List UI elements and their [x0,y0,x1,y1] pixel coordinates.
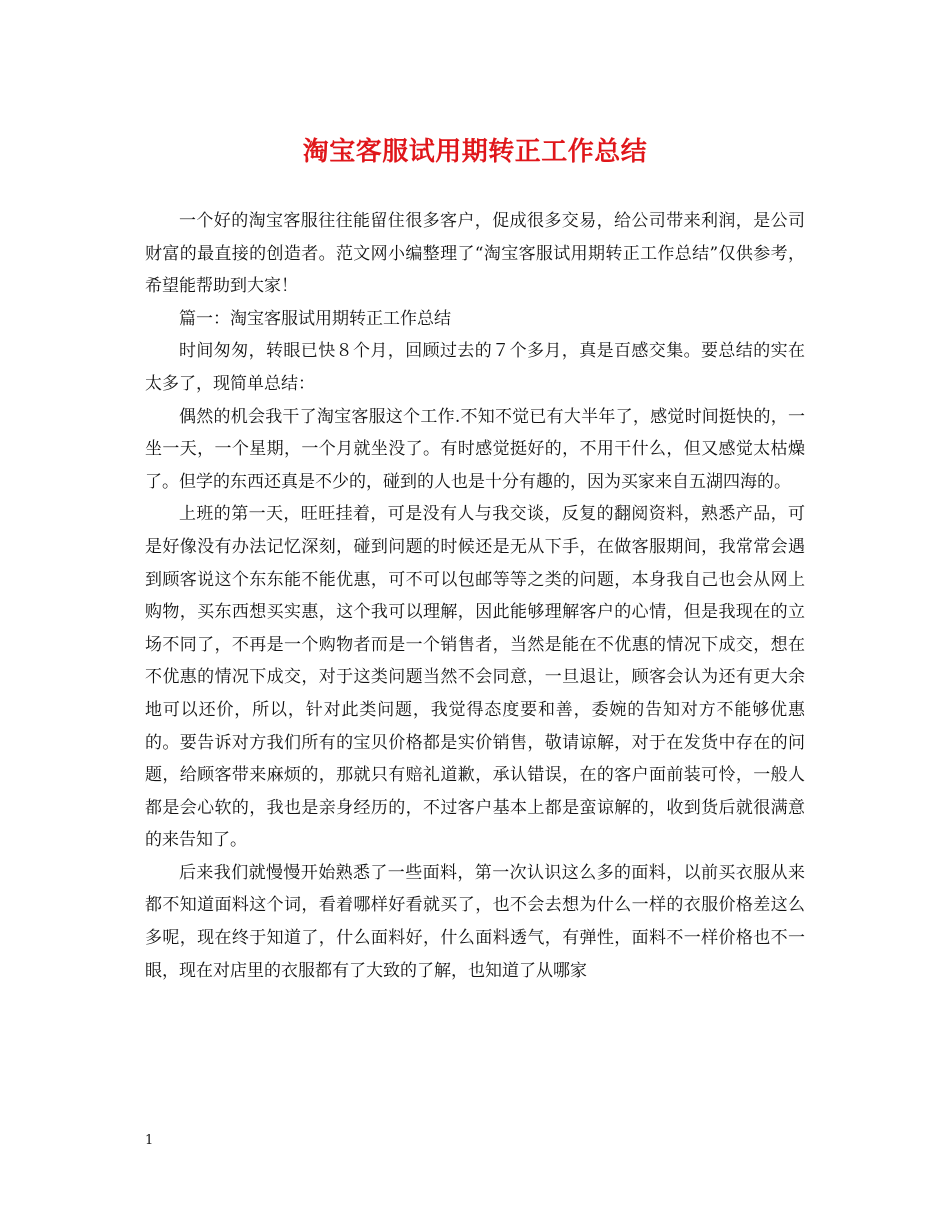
paragraph-section-heading: 篇一：淘宝客服试用期转正工作总结 [179,308,451,329]
paragraph-intro: 一个好的淘宝客服往往能留住很多客户，促成很多交易，给公司带来利润，是公司财富的最直接的创造者。范文网小编整理了“淘宝客服试用期转正工作总结”仅供参考，希望能帮助到大家！ [145,211,805,297]
paragraph-fabrics: 后来我们就慢慢开始熟悉了一些面料，第一次认识这么多的面料，以前买衣服从来都不知道面料这个词，看着哪样好看就买了，也不会去想为什么一样的衣服价格差这么多呢，现在终于知道了，什么面料好，什么面料透气，有弹性，面料不一样价格也不一眼，现在对店里的衣服都有了大致的了解，也知道了从哪家 [145,862,805,981]
paragraph-first-day: 上班的第一天，旺旺挂着，可是没有人与我交谈，反复的翻阅资料，熟悉产品，可是好像没有办法记忆深刻，碰到问题的时候还是无从下手，在做客服期间，我常常会遇到顾客说这个东东能不能优惠，可不可以包邮等等之类的问题，本身我自己也会从网上购物，买东西想买实惠，这个我可以理解，因此能够理解客户的心情，但是我现在的立场不同了，不再是一个购物者而是一个销售者，当然是能在不优惠的情况下成交，想在不优惠的情况下成交，对于这类问题当然不会同意，一旦退让，顾客会认为还有更大余地可以还价，所以，针对此类问题，我觉得态度要和善，委婉的告知对方不能够优惠的。要告诉对方我们所有的宝贝价格都是实价销售，敬请谅解，对于在发货中存在的问题，给顾客带来麻烦的，那就只有赔礼道歉，承认错误，在的客户面前装可怜，一般人都是会心软的，我也是亲身经历的，不过客户基本上都是蛮谅解的，收到货后就很满意的来告知了。 [145,504,805,851]
page-number: 1 [145,1133,154,1148]
document-title: 淘宝客服试用期转正工作总结 [302,137,648,167]
document-body [145,205,805,987]
paragraph-opening: 时间匆匆，转眼已快８个月，回顾过去的７个多月，真是百感交集。要总结的实在太多了，现简单总结： [145,341,805,394]
paragraph-experience: 偶然的机会我干了淘宝客服这个工作.不知不觉已有大半年了，感觉时间挺快的，一坐一天，一个星期，一个月就坐没了。有时感觉挺好的，不用干什么，但又感觉太枯燥了。但学的东西还真是不少的，碰到的人也是十分有趣的，因为买家来自五湖四海的。 [145,406,805,492]
